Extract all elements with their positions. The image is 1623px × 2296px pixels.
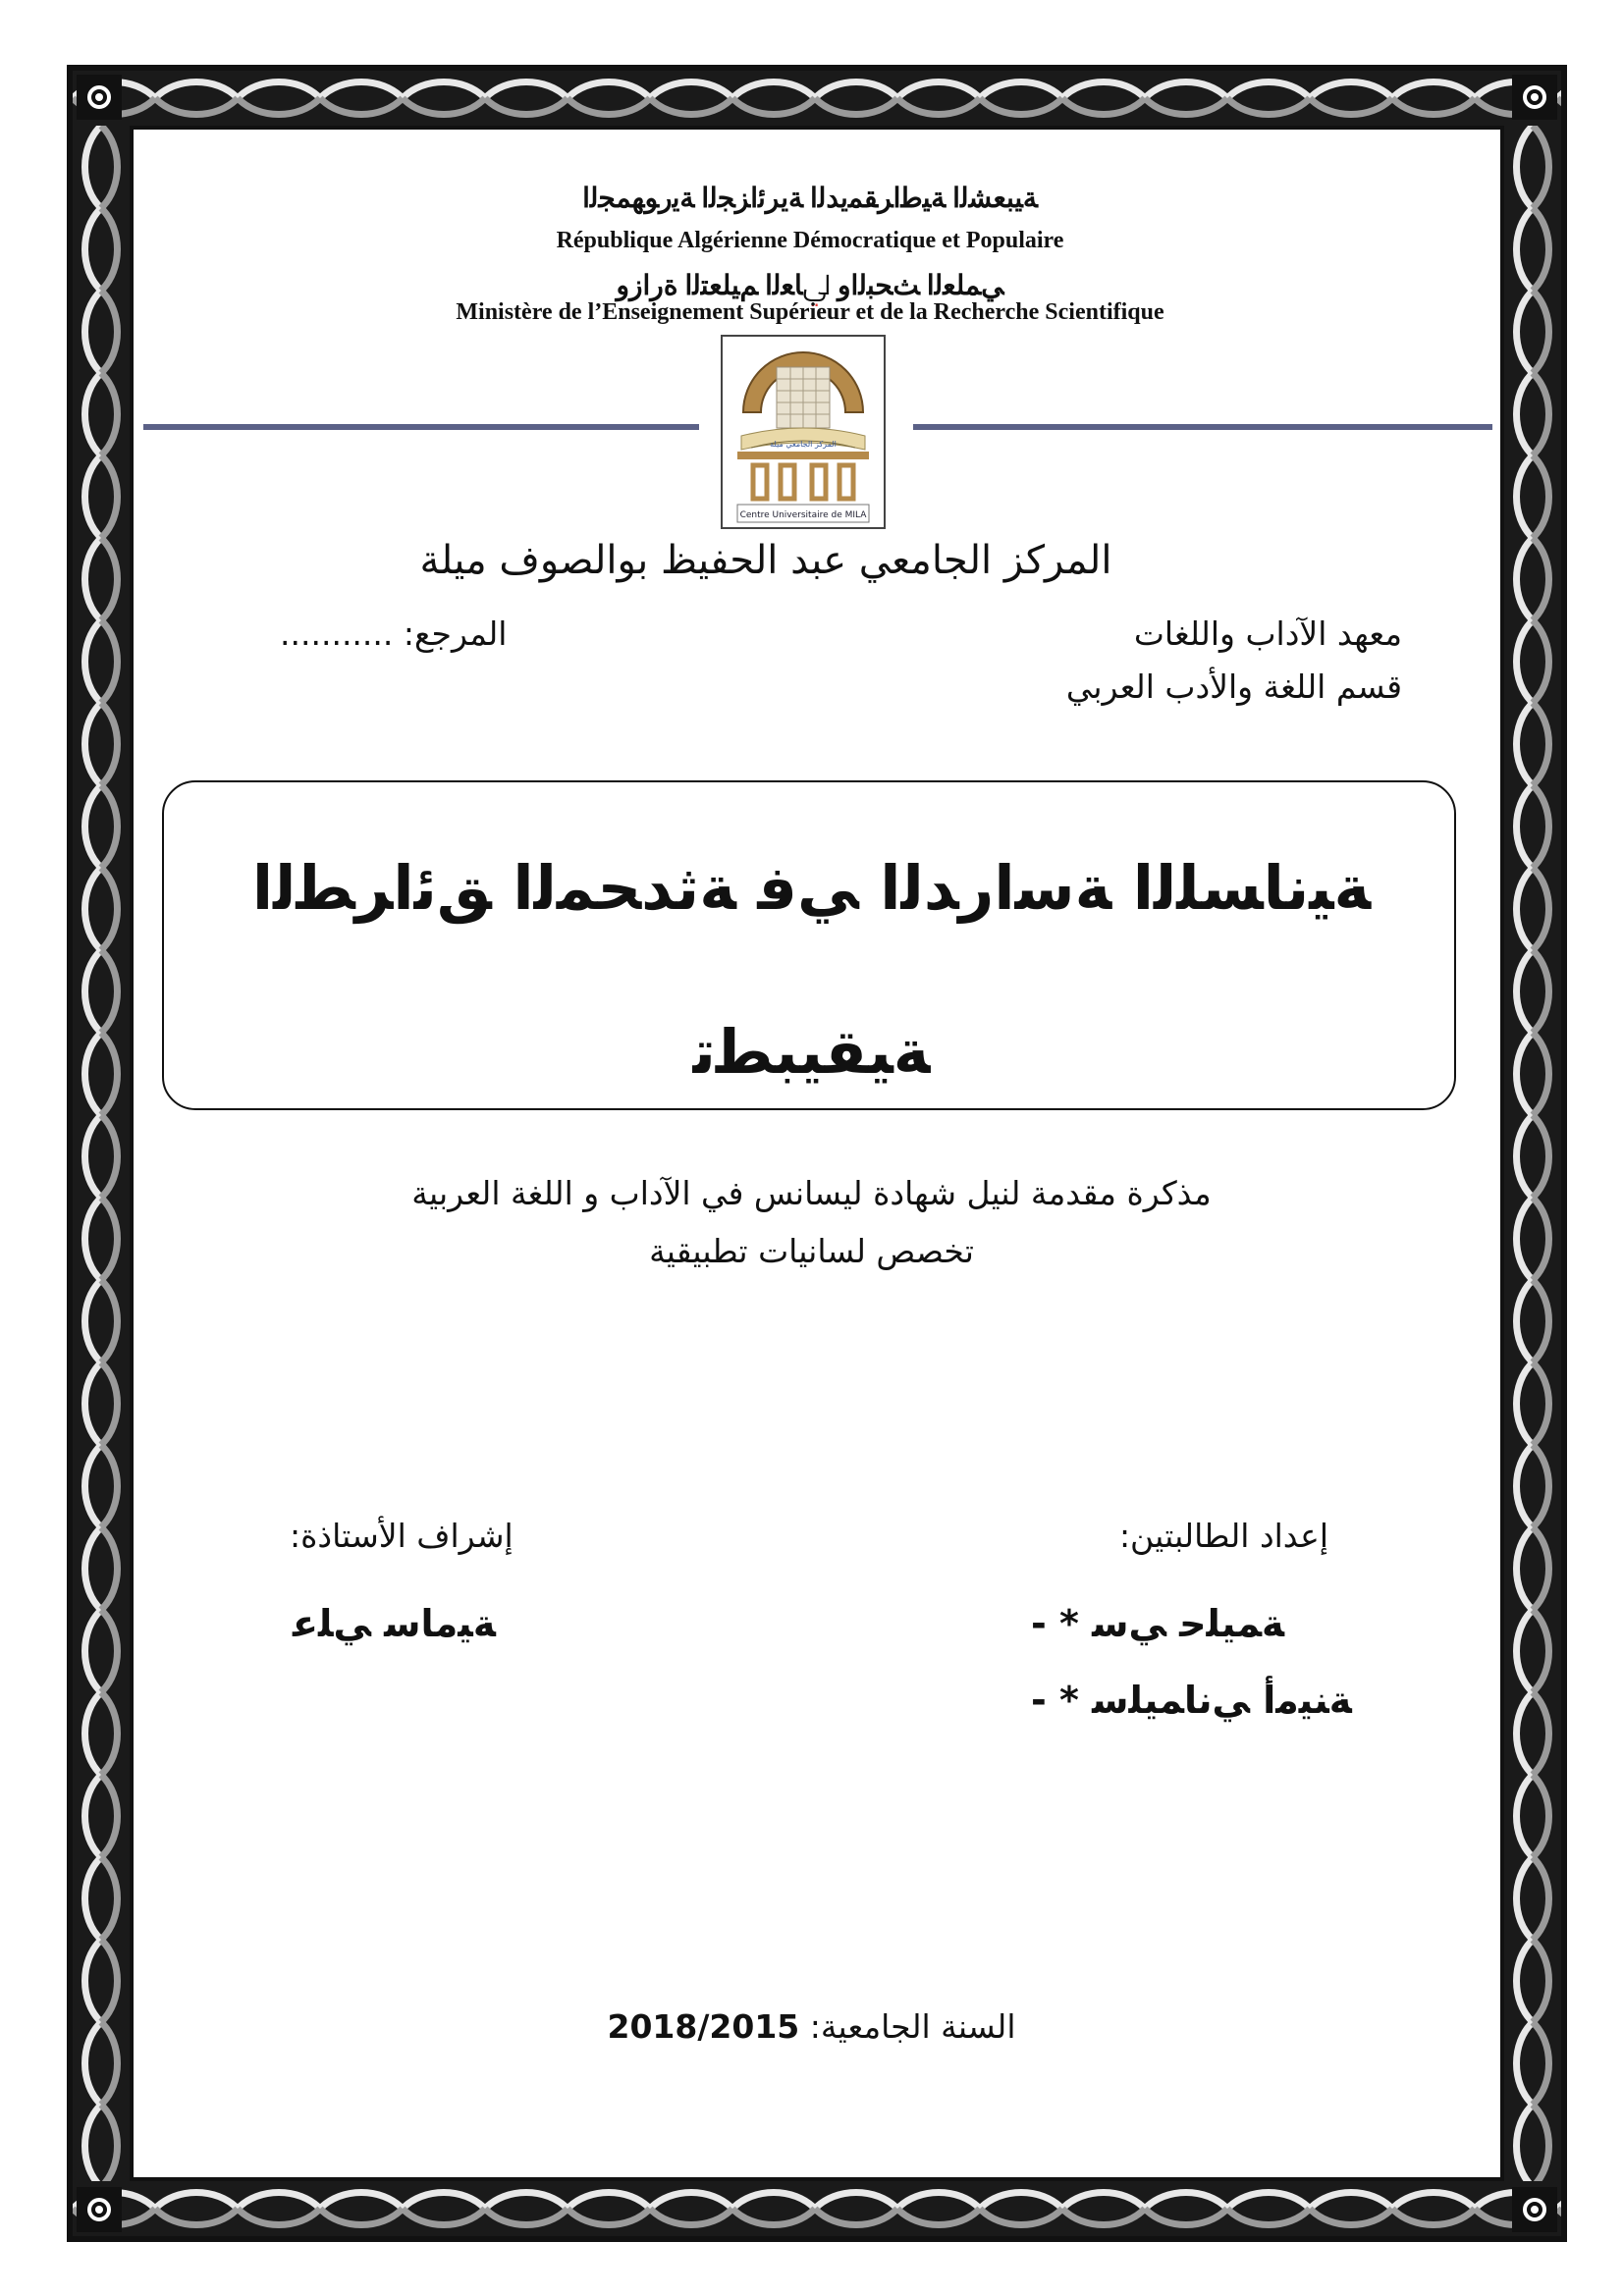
- border-band-top: [73, 71, 1561, 126]
- corner-ornament-bottom-left: [77, 2187, 122, 2232]
- header-arabic-republic: ﺔﻴﺒﻌﺸﻟا ﺔﻴﻃاﺮﻘﻤﻳﺪﻟا ﺔﻳﺮﺋاﺰﺠﻟا ﺔﻳرﻮﻬﻤﺠﻟا: [582, 184, 1038, 214]
- university-logo: [720, 334, 887, 530]
- header-french-republic: République Algérienne Démocratique et Populaire: [556, 228, 1064, 253]
- corner-ornament-bottom-right: [1512, 2187, 1557, 2232]
- corner-ornament-top-right: [1512, 75, 1557, 120]
- academic-year-value: 2018/2015: [607, 2007, 800, 2046]
- border-band-bottom: [73, 2181, 1561, 2236]
- academic-year: [0, 2007, 1623, 2046]
- department-name: قسم اللغة والأدب العربي: [1065, 667, 1402, 706]
- prepared-by-label: إعداد الطالبتين:: [1118, 1517, 1328, 1555]
- memo-purpose: مذكرة مقدمة لنيل شهادة ليسانس في الآداب و اللغة العربية: [411, 1174, 1212, 1212]
- header-french-ministry: Ministère de l’Enseignement Supérieur et de la Recherche Scientifique: [456, 299, 1164, 325]
- student-name-2: - * ﺔﻨﻴﻣأ ﻲﻧﺎﻤﻴﻠﺳ: [1031, 1679, 1352, 1722]
- header-rule-left: [143, 424, 699, 430]
- student-name-1: - * ﺔﻤﻴﻠﺣ ﻲﺳ: [1031, 1602, 1285, 1645]
- academic-year-label: السنة الجامعية:: [809, 2007, 1016, 2046]
- header-rule-right: [913, 424, 1492, 430]
- logo-caption: Centre Universitaire de MILA: [739, 510, 867, 520]
- border-band-right: [1504, 126, 1561, 2181]
- corner-ornament-top-left: [77, 75, 122, 120]
- memo-specialty: تخصص لسانيات تطبيقية: [649, 1232, 974, 1270]
- logo-banner-text: المركز الجامعي ميلة: [770, 440, 837, 449]
- reference-field: المرجع: ...........: [280, 614, 508, 653]
- supervisor-name: ﺔﻴﻣﺎﺳ ﻲﻠﻋ: [293, 1602, 496, 1645]
- border-band-left: [73, 126, 130, 2181]
- thesis-title-line1: ﺔﻴﻧﺎﺴﻠﻟا ﺔﺳارﺪﻟا ﻲﻓ ﺔﺛﺪﺤﻤﻟا ﻖﺋاﺮﻄﻟا: [251, 852, 1372, 924]
- center-name: المركز الجامعي عبد الحفيظ بوالصوف ميلة: [419, 538, 1112, 583]
- supervisor-label: إشراف الأستاذة:: [290, 1517, 514, 1555]
- header-arabic-ministry: ﻲﻤﻠﻌﻟا ﺚﺤﺒﻟاو ﱄﺎﻌﻟا ﻢﻴﻠﻌﺘﻟا ةرازو: [616, 271, 1004, 301]
- thesis-title-line2: ﺔﻴﻘﻴﺒﻄﺗ: [692, 1016, 931, 1088]
- institute-name: معهد الآداب واللغات: [1133, 614, 1402, 653]
